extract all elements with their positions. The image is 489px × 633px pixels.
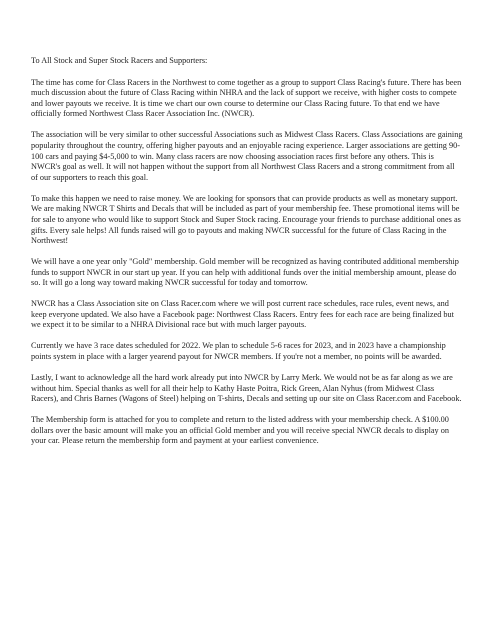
paragraph-membership-form: The Membership form is attached for you to complete and return to the listed address with your membership check. A $100.00 dollars over the basic amount will make you an official Gold member and you will receive special NWCR decals to display on your car. Please return the membership form and payment at your earliest convenience. xyxy=(31,415,449,446)
paragraph-website: NWCR has a Class Association site on Class Racer.com where we will post current race schedules, race rules, event news, and keep everyone updated. We also have a Facebook page: Northwest Class Racers. Entry fees for each race are being finalized but we expect it to be similar to a NHRA Divisional race but with much larger payouts. xyxy=(31,299,454,330)
paragraph-gold-membership: We will have a one year only "Gold" membership. Gold member will be recognized as having contributed additional membership funds to support NWCR in our start up year. If you can help with additional funds over the initial membership amount, please do so. It will go a long way toward making NWCR successful for today and tomorrow. xyxy=(31,257,459,288)
paragraph-formation: The time has come for Class Racers in the Northwest to come together as a group to support Class Racing's future. There has been much discussion about the future of Class Racing within NHRA and the lack of support we receive, with higher costs to compete and lower payouts we receive. It is time we chart our own course to determine our Class Racing future. To that end we have officially formed Northwest Class Racer Association Inc. (NWCR). xyxy=(31,77,462,119)
paragraph-acknowledgements: Lastly, I want to acknowledge all the hard work already put into NWCR by Larry Merk. We would not be as far along as we are without him. Special thanks as well for all their help to Kathy Haste Poitra, Rick Green, Alan Nyhus (from Midwest Class Racers), and Chris Barnes (Wagons of Steel) helping on T-shirts, Decals and setting up our site on Class Racer.com and Facebook. xyxy=(31,373,462,404)
paragraph-fundraising: To make this happen we need to raise money. We are looking for sponsors that can provide products as well as monetary support. We are making NWCR T Shirts and Decals that will be included as part of your membership fee. These promotional items will be for sale to anyone who would like to support Stock and Super Stock racing. Encourage your friends to purchase additional ones as gifts. Every sale helps! All funds raised will go to payouts and making NWCR successful for the future of Class Racing in the Northwest! xyxy=(31,193,461,246)
letter-body xyxy=(31,56,463,457)
paragraph-race-dates: Currently we have 3 race dates scheduled for 2022. We plan to schedule 5-6 races for 2023, and in 2023 have a championship points system in place with a larger yearend payout for NWCR members. If you're not a member, no points will be awarded. xyxy=(31,341,446,362)
letter-salutation: To All Stock and Super Stock Racers and Supporters: xyxy=(31,56,208,65)
paragraph-association: The association will be very similar to other successful Associations such as Midwest Class Racers. Class Associations are gaining popularity throughout the country, offering higher payouts and an enjoyable racing experience. Larger associations are getting 90-100 cars and paying $4-5,000 to win. Many class racers are now choosing association races first before any others. This is NWCR's goal as well. It will not happen without the support from all Northwest Class Racers and a strong commitment from all of our supporters to reach this goal. xyxy=(31,130,463,182)
